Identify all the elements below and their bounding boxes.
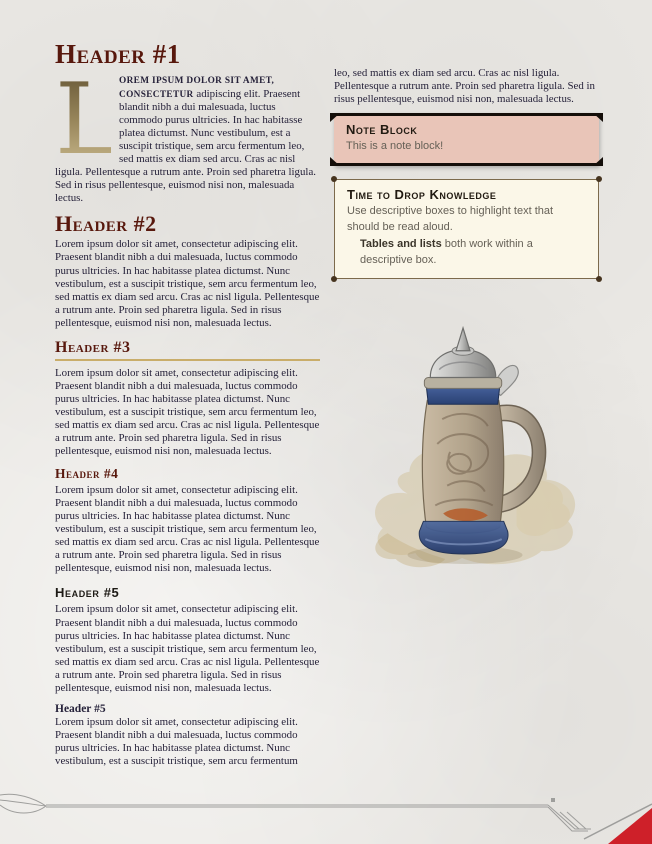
stein-base-band bbox=[419, 521, 508, 554]
corner-dot-icon bbox=[596, 176, 602, 182]
stein-lid bbox=[424, 328, 501, 388]
note-title: Note Block bbox=[346, 122, 418, 138]
note-corner-icon bbox=[593, 157, 603, 166]
heading-6: Header #5 bbox=[55, 703, 106, 715]
drop-cap-letter: L bbox=[55, 63, 121, 178]
text-rest: both work within a descriptive box. bbox=[360, 238, 533, 266]
drop-cap-paragraph bbox=[55, 63, 320, 205]
paragraph: Lorem ipsum dolor sit amet, consectetur adipiscing elit. Praesent blandit nibh a dui malesuada, luctus commodo purus ultricies. In hac habitasse platea dictumst. Nunc vestibulum, est a suscipit tristique, sem arcu fermentum leo, sed mattis ex diam sed arcu. Cras ac nisl ligula. Pellentesque a rutrum ante. Proin sed pharetra ligula. Sed in risus pellentesque, euismod nisi non, malesuada lectus. bbox=[55, 238, 320, 329]
right-column bbox=[334, 40, 599, 775]
heading-4: Header #4 bbox=[55, 466, 119, 482]
left-column bbox=[55, 40, 320, 775]
footer-diagonal-line bbox=[584, 804, 652, 839]
footer-rule bbox=[46, 805, 591, 831]
corner-dot-icon bbox=[596, 276, 602, 282]
continuation-paragraph: leo, sed mattis ex diam sed arcu. Cras ac nisl ligula. Pellentesque a rutrum ante. Proin sed pharetra ligula. Sed in risus pellentesque, euismod nisi non, malesuada lectus. bbox=[334, 67, 596, 106]
descriptive-box bbox=[334, 179, 599, 279]
descriptive-box-title: Time to Drop Knowledge bbox=[347, 187, 497, 203]
paragraph: Lorem ipsum dolor sit amet, consectetur adipiscing elit. Praesent blandit nibh a dui malesuada, luctus commodo purus ultricies. In hac habitasse platea dictumst. Nunc vestibulum, est a suscipit tristique, sem arcu fermentum leo, sed mattis ex diam sed arcu. Cras ac nisl ligula. Pellentesque a rutrum ante. Proin sed pharetra ligula. Sed in risus pellentesque, euismod nisi non, malesuada lectus. bbox=[55, 603, 320, 694]
heading-3: Header #3 bbox=[55, 339, 320, 361]
footer-red-triangle bbox=[608, 808, 652, 844]
bold-lead: Tables and lists bbox=[360, 238, 442, 251]
page-footer bbox=[0, 792, 652, 844]
beer-stein-illustration bbox=[348, 305, 586, 573]
footer-decoration bbox=[0, 792, 652, 844]
heading-5: Header #5 bbox=[55, 585, 120, 601]
note-body: This is a note block! bbox=[346, 140, 444, 153]
heading-2: Header #2 bbox=[55, 211, 157, 237]
note-block bbox=[334, 113, 599, 166]
note-corner-icon bbox=[330, 157, 340, 166]
note-corner-icon bbox=[330, 113, 340, 122]
corner-dot-icon bbox=[331, 276, 337, 282]
beer-stein-svg bbox=[348, 305, 586, 573]
lead-in-smallcaps: OREM IPSUM DOLOR SIT AMET, CONSECTETUR bbox=[119, 76, 275, 100]
paragraph-text: adipiscing elit. Praesent blandit nibh a dui malesuada, luctus commodo purus ultricies. In hac habitasse platea dictumst. Nunc vestibulum, est a suscipit tristique, sem arcu fermentum leo, sed mattis ex diam sed arcu. Cras ac nisl ligula. Pellentesque a rutrum ante. Proin sed pharetra ligula. Sed in risus pellentesque, euismod nisi non, malesuada lectus. bbox=[55, 87, 316, 205]
paragraph: Lorem ipsum dolor sit amet, consectetur adipiscing elit. Praesent blandit nibh a dui malesuada, luctus commodo purus ultricies. In hac habitasse platea dictumst. Nunc vestibulum, est a suscipit tristique, sem arcu fermentum leo, sed mattis ex diam sed arcu. Cras ac nisl ligula. Pellentesque a rutrum ante. Proin sed pharetra ligula. Sed in risus pellentesque, euismod nisi non, malesuada lectus. bbox=[55, 483, 320, 575]
paragraph: Lorem ipsum dolor sit amet, consectetur adipiscing elit. Praesent blandit nibh a dui malesuada, luctus commodo purus ultricies. In hac habitasse platea dictumst. Nunc vestibulum, est a suscipit tristique, sem arcu fermentum leo, sed mattis ex diam sed arcu. Cras ac nisl ligula. Pellentesque a rutrum ante. Proin sed pharetra ligula. Sed in risus pellentesque, euismod nisi non, malesuada lectus. bbox=[55, 366, 320, 457]
descriptive-box-text: Use descriptive boxes to highlight text that should be read aloud. bbox=[347, 205, 554, 234]
corner-dot-icon bbox=[331, 176, 337, 182]
stein-top-band bbox=[426, 386, 499, 404]
paragraph-truncated: Lorem ipsum dolor sit amet, consectetur adipiscing elit. Praesent blandit nibh a dui malesuada, luctus commodo purus ultricies. In hac habitasse platea dictumst. Nunc vestibulum, est a suscipit tristique, sem arcu fermentum bbox=[55, 716, 298, 768]
note-corner-icon bbox=[593, 113, 603, 122]
footer-flourish-icon bbox=[0, 794, 46, 813]
heading-1: Header #1 bbox=[55, 39, 181, 69]
footer-square-dot bbox=[551, 798, 555, 802]
stein-body bbox=[422, 400, 503, 533]
descriptive-box-text-2 bbox=[347, 237, 586, 269]
